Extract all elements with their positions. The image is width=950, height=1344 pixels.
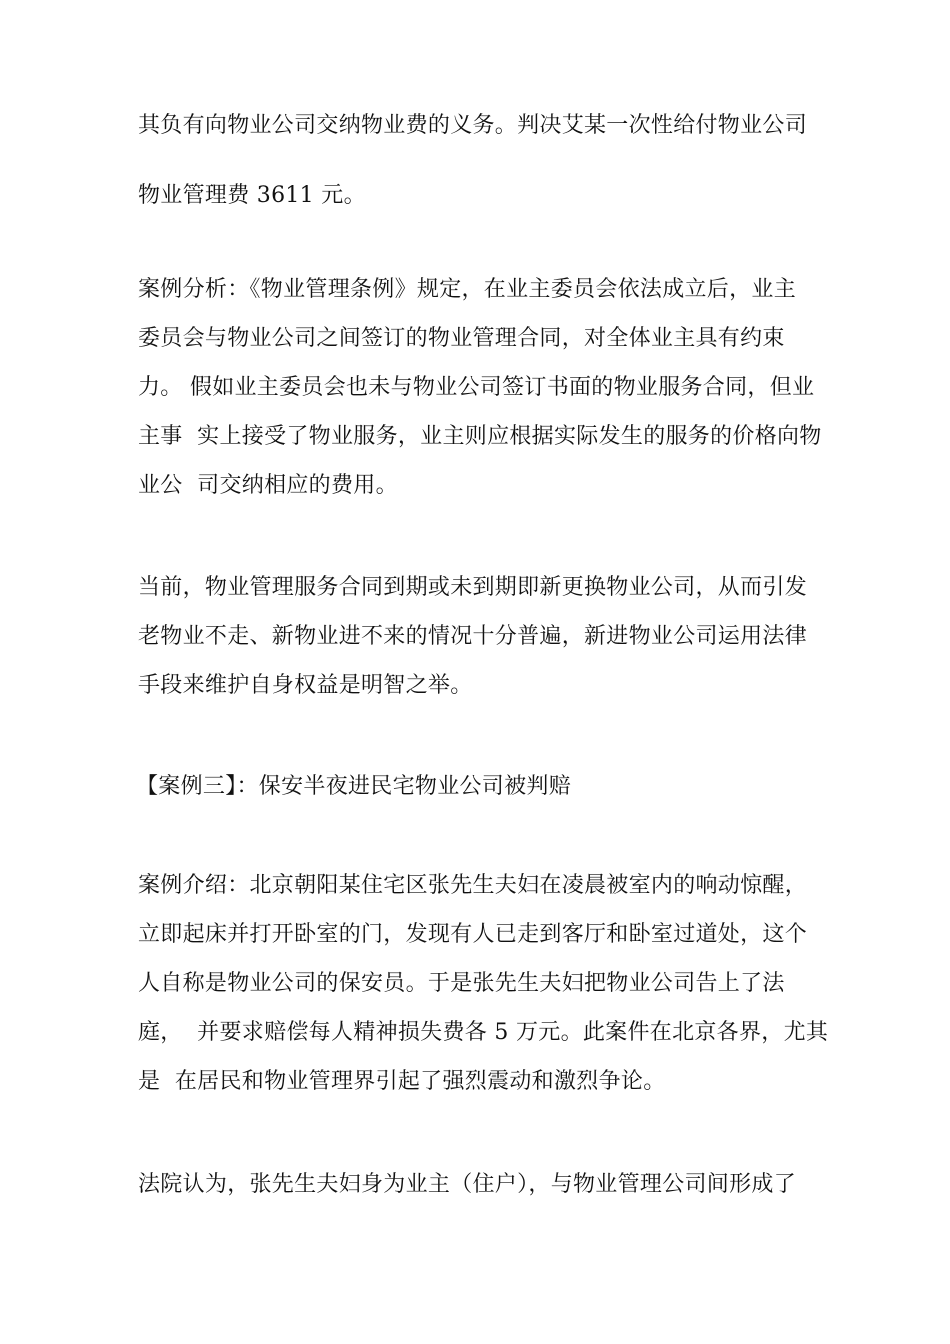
text-line: 当前，物业管理服务合同到期或未到期即新更换物业公司，从而引发	[138, 575, 808, 600]
text-line: 主事 实上接受了物业服务，业主则应根据实际发生的服务的价格向物	[138, 424, 822, 449]
text-line: 案例分析：《物业管理条例》规定，在业主委员会依法成立后，业主	[138, 277, 797, 302]
text-line: 案例介绍：北京朝阳某住宅区张先生夫妇在凌晨被室内的响动惊醒，	[138, 873, 808, 898]
text-line: 是 在居民和物业管理界引起了强烈震动和激烈争论。	[138, 1069, 666, 1094]
text-line: 手段来维护自身权益是明智之举。	[138, 673, 473, 698]
text-line: 其负有向物业公司交纳物业费的义务。判决艾某一次性给付物业公司	[138, 113, 808, 138]
text-line: 委员会与物业公司之间签订的物业管理合同，对全体业主具有约束	[138, 326, 785, 351]
text-line: 立即起床并打开卧室的门，发现有人已走到客厅和卧室过道处，这个	[138, 922, 808, 947]
text-line: 人自称是物业公司的保安员。于是张先生夫妇把物业公司告上了法	[138, 971, 785, 996]
text-line: 庭， 并要求赔偿每人精神损失费各 5 万元。此案件在北京各界，尤其	[138, 1020, 829, 1045]
text-line: 【案例三】：保安半夜进民宅物业公司被判赔	[136, 774, 572, 799]
text-line: 力。 假如业主委员会也未与物业公司签订书面的物业服务合同，但业	[138, 375, 815, 400]
text-line: 业公 司交纳相应的费用。	[138, 473, 398, 498]
text-line: 老物业不走、新物业进不来的情况十分普遍，新进物业公司运用法律	[138, 624, 808, 649]
text-line: 法院认为，张先生夫妇身为业主（住户），与物业管理公司间形成了	[138, 1172, 797, 1197]
text-line: 物业管理费 3611 元。	[138, 183, 366, 208]
